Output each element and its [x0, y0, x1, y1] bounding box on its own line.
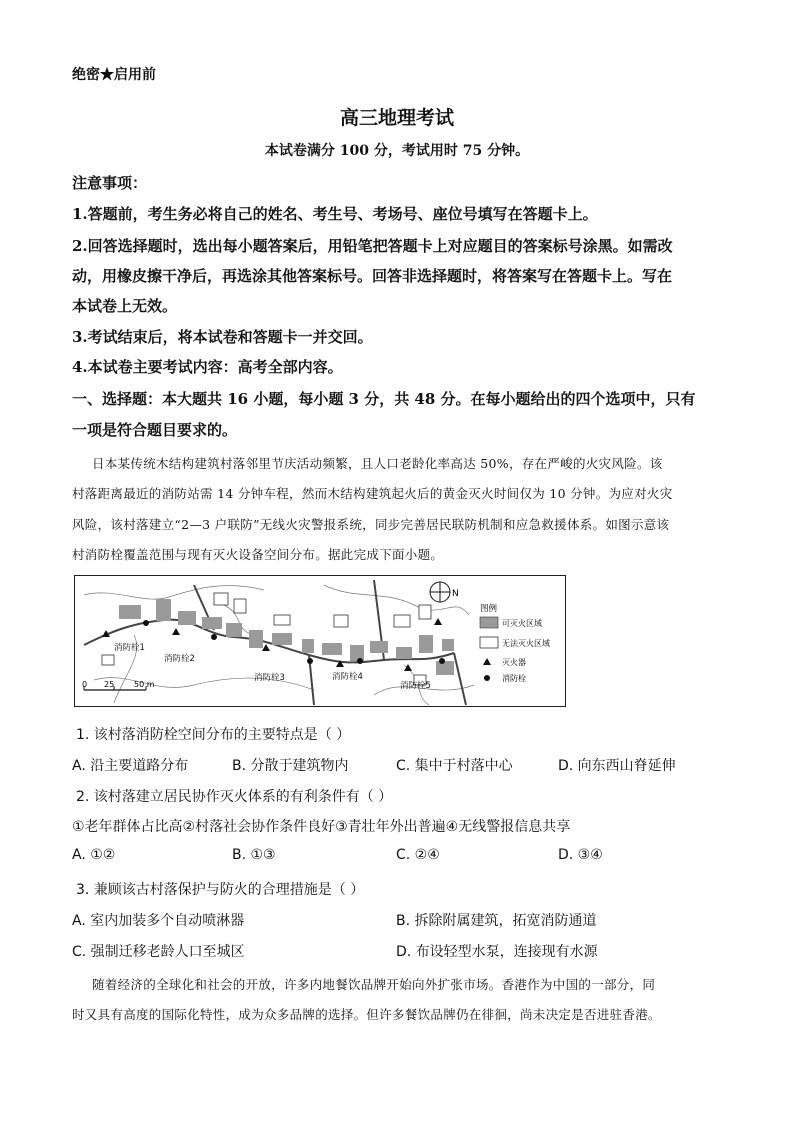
legend-item-hydrant: 消防栓 — [502, 674, 526, 683]
north-label: N — [452, 589, 459, 599]
hydrant-label-1: 消防栓1 — [114, 643, 145, 653]
confidential-mark: 绝密★启用前 — [72, 67, 156, 83]
hydrant-1-dot — [143, 620, 149, 626]
exam-title: 高三地理考试 — [339, 107, 454, 129]
scale-label-0: 0 — [82, 680, 88, 689]
hydrant-2-dot — [211, 634, 217, 640]
question-2-option-c: C. ②④ — [396, 847, 440, 863]
note-1: 1.答题前，考生务必将自己的姓名、考生号、考场号、座位号填写在答题卡上。 — [72, 205, 598, 223]
note-2-line-3: 本试卷上无效。 — [72, 297, 178, 315]
hydrant-5-dot — [439, 658, 445, 664]
section-heading-line-2: 一项是符合题目要求的。 — [72, 421, 238, 439]
note-2-line-2: 动，用橡皮擦干净后，再选涂其他答案标号。回答非选择题时，将答案写在答题卡上。写在 — [72, 267, 673, 285]
legend-hydrant-icon — [484, 675, 490, 681]
passage-1-line-3: 风险，该村落建立“2—3 户联防”无线火灾警报系统，同步完善居民联防机制和应急救援体系。如图示意该 — [72, 517, 670, 532]
question-3-stem: 3. 兼顾该古村落保护与防火的合理措施是（ ） — [76, 882, 365, 898]
section-heading-line-1: 一、选择题：本大题共 16 小题，每小题 3 分，共 48 分。在每小题给出的四个选项中，只有 — [72, 390, 696, 408]
question-1-option-c: C. 集中于村落中心 — [396, 758, 513, 774]
legend-swatch-gray — [480, 617, 498, 628]
question-1-option-d: D. 向东西山脊延伸 — [558, 758, 676, 774]
legend-title: 图例 — [480, 604, 498, 614]
question-3-option-a: A. 室内加装多个自动喷淋器 — [72, 913, 245, 929]
question-2-option-b: B. ①③ — [232, 847, 276, 863]
hydrant-4-dot — [357, 658, 363, 664]
legend-item-extinguishable: 可灭火区域 — [502, 619, 542, 628]
passage-1-line-2: 村落距离最近的消防站需 14 分钟车程，然而木结构建筑起火后的黄金灭火时间仅为 10 分钟。为应对火灾 — [72, 486, 673, 501]
hydrant-label-2: 消防栓2 — [164, 654, 195, 664]
passage-1-line-4: 村消防栓覆盖范围与现有灭火设备空间分布。据此完成下面小题。 — [72, 547, 444, 562]
question-3-option-b: B. 拆除附属建筑，拓宽消防通道 — [396, 913, 597, 929]
question-1-stem: 1. 该村落消防栓空间分布的主要特点是（ ） — [76, 727, 351, 743]
village-hydrant-map — [74, 575, 566, 707]
question-3-option-c: C. 强制迁移老龄人口至城区 — [72, 944, 245, 960]
legend-item-extinguisher: 灭火器 — [502, 658, 526, 667]
passage-2-line-2: 时又具有高度的国际化特性，成为众多品牌的选择。但许多餐饮品牌仍在徘徊，尚未决定是否进驻香港。 — [72, 1007, 661, 1022]
note-3: 3.考试结束后，将本试卷和答题卡一并交回。 — [72, 328, 373, 346]
hydrant-3-dot — [307, 658, 313, 664]
question-2-option-a: A. ①② — [72, 847, 116, 863]
question-2-stem: 2. 该村落建立居民协作灭火体系的有利条件有（ ） — [76, 789, 393, 805]
hydrant-label-5: 消防栓5 — [400, 681, 431, 691]
legend-swatch-white — [480, 637, 498, 648]
scale-label-25: 25 — [104, 680, 115, 689]
question-1-option-a: A. 沿主要道路分布 — [72, 758, 189, 774]
notes-heading: 注意事项： — [72, 174, 148, 192]
note-4: 4.本试卷主要考试内容：高考全部内容。 — [72, 358, 343, 376]
hydrant-label-4: 消防栓4 — [332, 672, 363, 682]
question-1-option-b: B. 分散于建筑物内 — [232, 758, 349, 774]
question-2-items: ①老年群体占比高②村落社会协作条件良好③青壮年外出普遍④无线警报信息共享 — [72, 819, 571, 835]
exam-subtitle: 本试卷满分 100 分，考试用时 75 分钟。 — [264, 143, 530, 159]
legend-item-non-extinguishable: 无法灭火区域 — [502, 639, 550, 648]
scale-label-50: 50 m — [134, 680, 155, 689]
question-2-option-d: D. ③④ — [558, 847, 603, 863]
question-3-option-d: D. 布设轻型水泵，连接现有水源 — [396, 944, 598, 960]
passage-1-line-1: 日本某传统木结构建筑村落邻里节庆活动频繁，且人口老龄化率高达 50%，存在严峻的火灾风险。该 — [92, 456, 663, 471]
passage-2-line-1: 随着经济的全球化和社会的开放，许多内地餐饮品牌开始向外扩张市场。香港作为中国的一部分，同 — [92, 977, 656, 992]
hydrant-label-3: 消防栓3 — [254, 673, 285, 683]
note-2-line-1: 2.回答选择题时，选出每小题答案后，用铅笔把答题卡上对应题目的答案标号涂黑。如需改 — [72, 237, 673, 255]
